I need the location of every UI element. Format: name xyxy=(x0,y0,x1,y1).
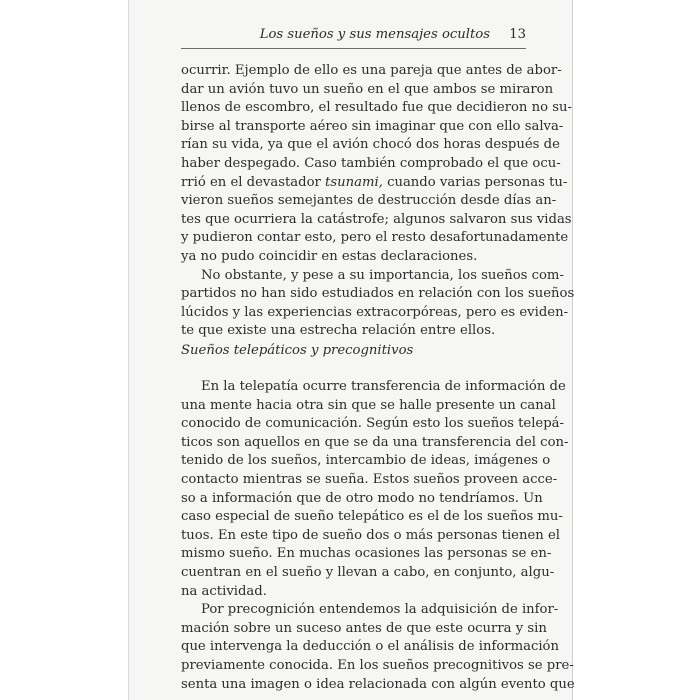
text-line xyxy=(181,174,568,193)
text-line: vieron sueños semejantes de destrucción desde días an- xyxy=(181,193,557,209)
page-number: 13 xyxy=(509,27,526,42)
text-line: lúcidos y las experiencias extracorpóreas, pero es eviden- xyxy=(181,304,569,320)
text-line: cuentran en el sueño y llevan a cabo, en conjunto, algu- xyxy=(181,564,555,580)
text-line: tenido de los sueños, intercambio de ideas, imágenes o xyxy=(181,453,551,469)
text-line: te que existe una estrecha relación entre ellos. xyxy=(181,323,496,339)
paragraph-block-1 xyxy=(181,62,575,341)
text-line: senta una imagen o idea relacionada con algún evento que xyxy=(181,676,575,692)
text-line: birse al transporte aéreo sin imaginar que con ello salva- xyxy=(181,118,564,134)
section-heading: Sueños telepáticos y precognitivos xyxy=(181,343,414,358)
text-line: ocurrir. Ejemplo de ello es una pareja que antes de abor- xyxy=(181,63,562,78)
text-line: mismo sueño. En muchas ocasiones las personas se en- xyxy=(181,546,552,562)
running-header xyxy=(181,22,526,49)
text-line: tuos. En este tipo de sueño dos o más personas tienen el xyxy=(181,527,560,543)
text-line: ya no pudo coincidir en estas declaraciones. xyxy=(181,248,478,264)
text-line: partidos no han sido estudiados en relación con los sueños xyxy=(181,286,575,302)
text-line: mación sobre un suceso antes de que este ocurra y sin xyxy=(181,620,547,636)
emphasis-tsunami: tsunami, xyxy=(325,174,383,190)
text-line: ticos son aquellos en que se da una transferencia del con- xyxy=(181,434,569,450)
text-line: una mente hacia otra sin que se halle presente un canal xyxy=(181,397,556,413)
text-run: rrió en el devastador xyxy=(181,174,326,190)
text-line: contacto mientras se sueña. Estos sueños proveen acce- xyxy=(181,471,558,487)
text-line: En la telepatía ocurre transferencia de información de xyxy=(201,379,566,394)
text-line: tes que ocurriera la catástrofe; algunos salvaron sus vidas xyxy=(181,211,572,227)
text-line: que intervenga la deducción o el análisis de información xyxy=(181,639,559,655)
text-line: haber despegado. Caso también comprobado el que ocu- xyxy=(181,155,561,171)
text-line: llenos de escombro, el resultado fue que decidieron no su- xyxy=(181,100,572,116)
paragraph-block-2 xyxy=(181,378,575,694)
text-line: conocido de comunicación. Según esto los sueños telepá- xyxy=(181,416,564,432)
running-title: Los sueños y sus mensajes ocultos xyxy=(259,27,490,42)
text-line: na actividad. xyxy=(181,583,267,599)
text-line: No obstante, y pese a su importancia, los sueños com- xyxy=(201,267,564,283)
text-line: previamente conocida. En los sueños precognitivos se pre- xyxy=(181,657,574,673)
text-line: dar un avión tuvo un sueño en el que ambos se miraron xyxy=(181,81,554,97)
text-line: Por precognición entendemos la adquisición de infor- xyxy=(201,602,559,618)
text-line: caso especial de sueño telepático es el de los sueños mu- xyxy=(181,509,563,525)
text-run: cuando varias personas tu- xyxy=(382,174,568,190)
text-line: y pudieron contar esto, pero el resto desafortunadamente xyxy=(181,230,569,246)
text-line: rían su vida, ya que el avión chocó dos horas después de xyxy=(181,137,560,153)
text-line: so a información que de otro modo no tendríamos. Un xyxy=(181,490,543,506)
